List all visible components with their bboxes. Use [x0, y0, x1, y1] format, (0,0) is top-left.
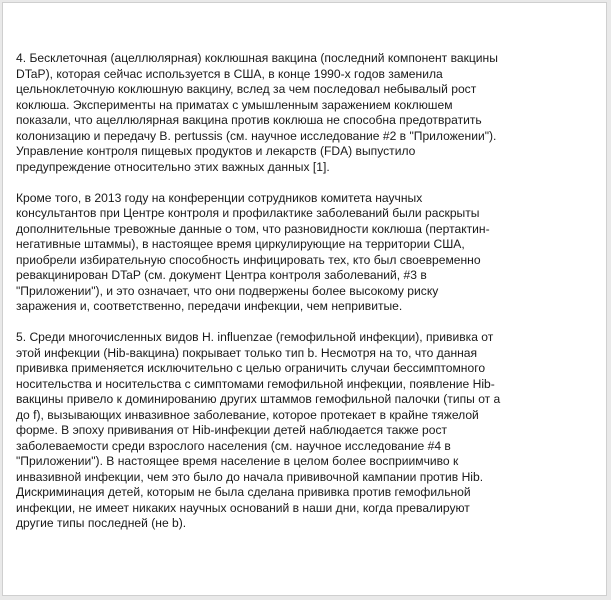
text-line: 4. Бесклеточная (ацеллюлярная) коклюшная вакцина (последний компонент вакцины — [16, 51, 498, 65]
text-line: предупреждение относительно этих важных данных [1]. — [16, 159, 330, 174]
text-line: носительства и носительства с симптомами гемофильной инфекции, появление Hib- — [16, 376, 495, 391]
text-line: консультантов при Центре контроля и профилактике заболеваний были раскрыты — [16, 206, 480, 220]
text-line: до f), вызывающих инвазивное заболевание, которое протекает в крайне тяжелой — [16, 407, 479, 422]
text-line: инвазивной инфекции, чем это было до начала прививочной кампании против Hib. — [16, 469, 484, 484]
text-line: негативные штаммы), в настоящее время циркулирующие на территории США, — [16, 237, 465, 251]
document-page — [2, 2, 607, 596]
text-line: Управление контроля пищевых продуктов и лекарств (FDA) выпустило — [16, 144, 416, 158]
text-line: цельноклеточную коклюшную вакцину, вслед за чем последовал небывалый рост — [16, 82, 477, 96]
text-line: Дискриминация детей, которым не была сделана прививка против гемофильной — [16, 485, 471, 499]
text-line: DTaP), которая сейчас используется в США, в конце 1990-х годов заменила — [16, 66, 443, 81]
text-line: 5. Среди многочисленных видов H. influenzae (гемофильной инфекции), прививка от — [16, 330, 494, 344]
text-line: показали, что ацеллюлярная вакцина против коклюша не способна предотвратить — [16, 113, 482, 127]
text-line: "Приложении"), и это означает, что они подвержены более высокому риску — [16, 283, 439, 298]
document-body — [16, 51, 601, 547]
text-line: инфекции, не имеет никаких научных оснований в наши дни, когда превалируют — [16, 500, 470, 515]
text-line: ревакцинирован DTaP (см. документ Центра контроля заболеваний, #3 в — [16, 268, 427, 282]
text-line: форме. В эпоху прививания от Hib-инфекции детей наблюдается также рост — [16, 423, 448, 437]
paragraph-item-5 — [16, 330, 601, 532]
text-line: "Приложении"). В настоящее время население в целом более восприимчиво к — [16, 454, 459, 468]
text-line: Кроме того, в 2013 году на конференции сотрудников комитета научных — [16, 190, 423, 205]
text-line: заболеваемости среди взрослого населения (см. научное исследование #4 в — [16, 438, 451, 453]
paragraph-item-4 — [16, 51, 601, 175]
paragraph-pertactin-negative-strains — [16, 191, 601, 315]
text-line: заражения и, соответственно, передачи инфекции, чем непривитые. — [16, 299, 403, 313]
text-line: другие типы последней (не b). — [16, 516, 187, 530]
text-line: приобрели избирательную способность инфицировать тех, кто был своевременно — [16, 252, 481, 267]
text-line: дополнительные тревожные данные о том, что разновидности коклюша (пертактин- — [16, 221, 490, 236]
text-line: этой инфекции (Hib-вакцина) покрывает только тип b. Несмотря на то, что данная — [16, 345, 478, 360]
text-line: колонизацию и передачу B. pertussis (см. научное исследование #2 в "Приложении"). — [16, 128, 497, 143]
text-line: коклюша. Эксперименты на приматах с умышленным заражением коклюшем — [16, 97, 453, 112]
text-line: вакцины привело к доминированию других штаммов гемофильной палочки (типы от a — [16, 392, 501, 406]
text-line: прививка применяется исключительно с целью ограничить случаи бессимптомного — [16, 361, 486, 375]
